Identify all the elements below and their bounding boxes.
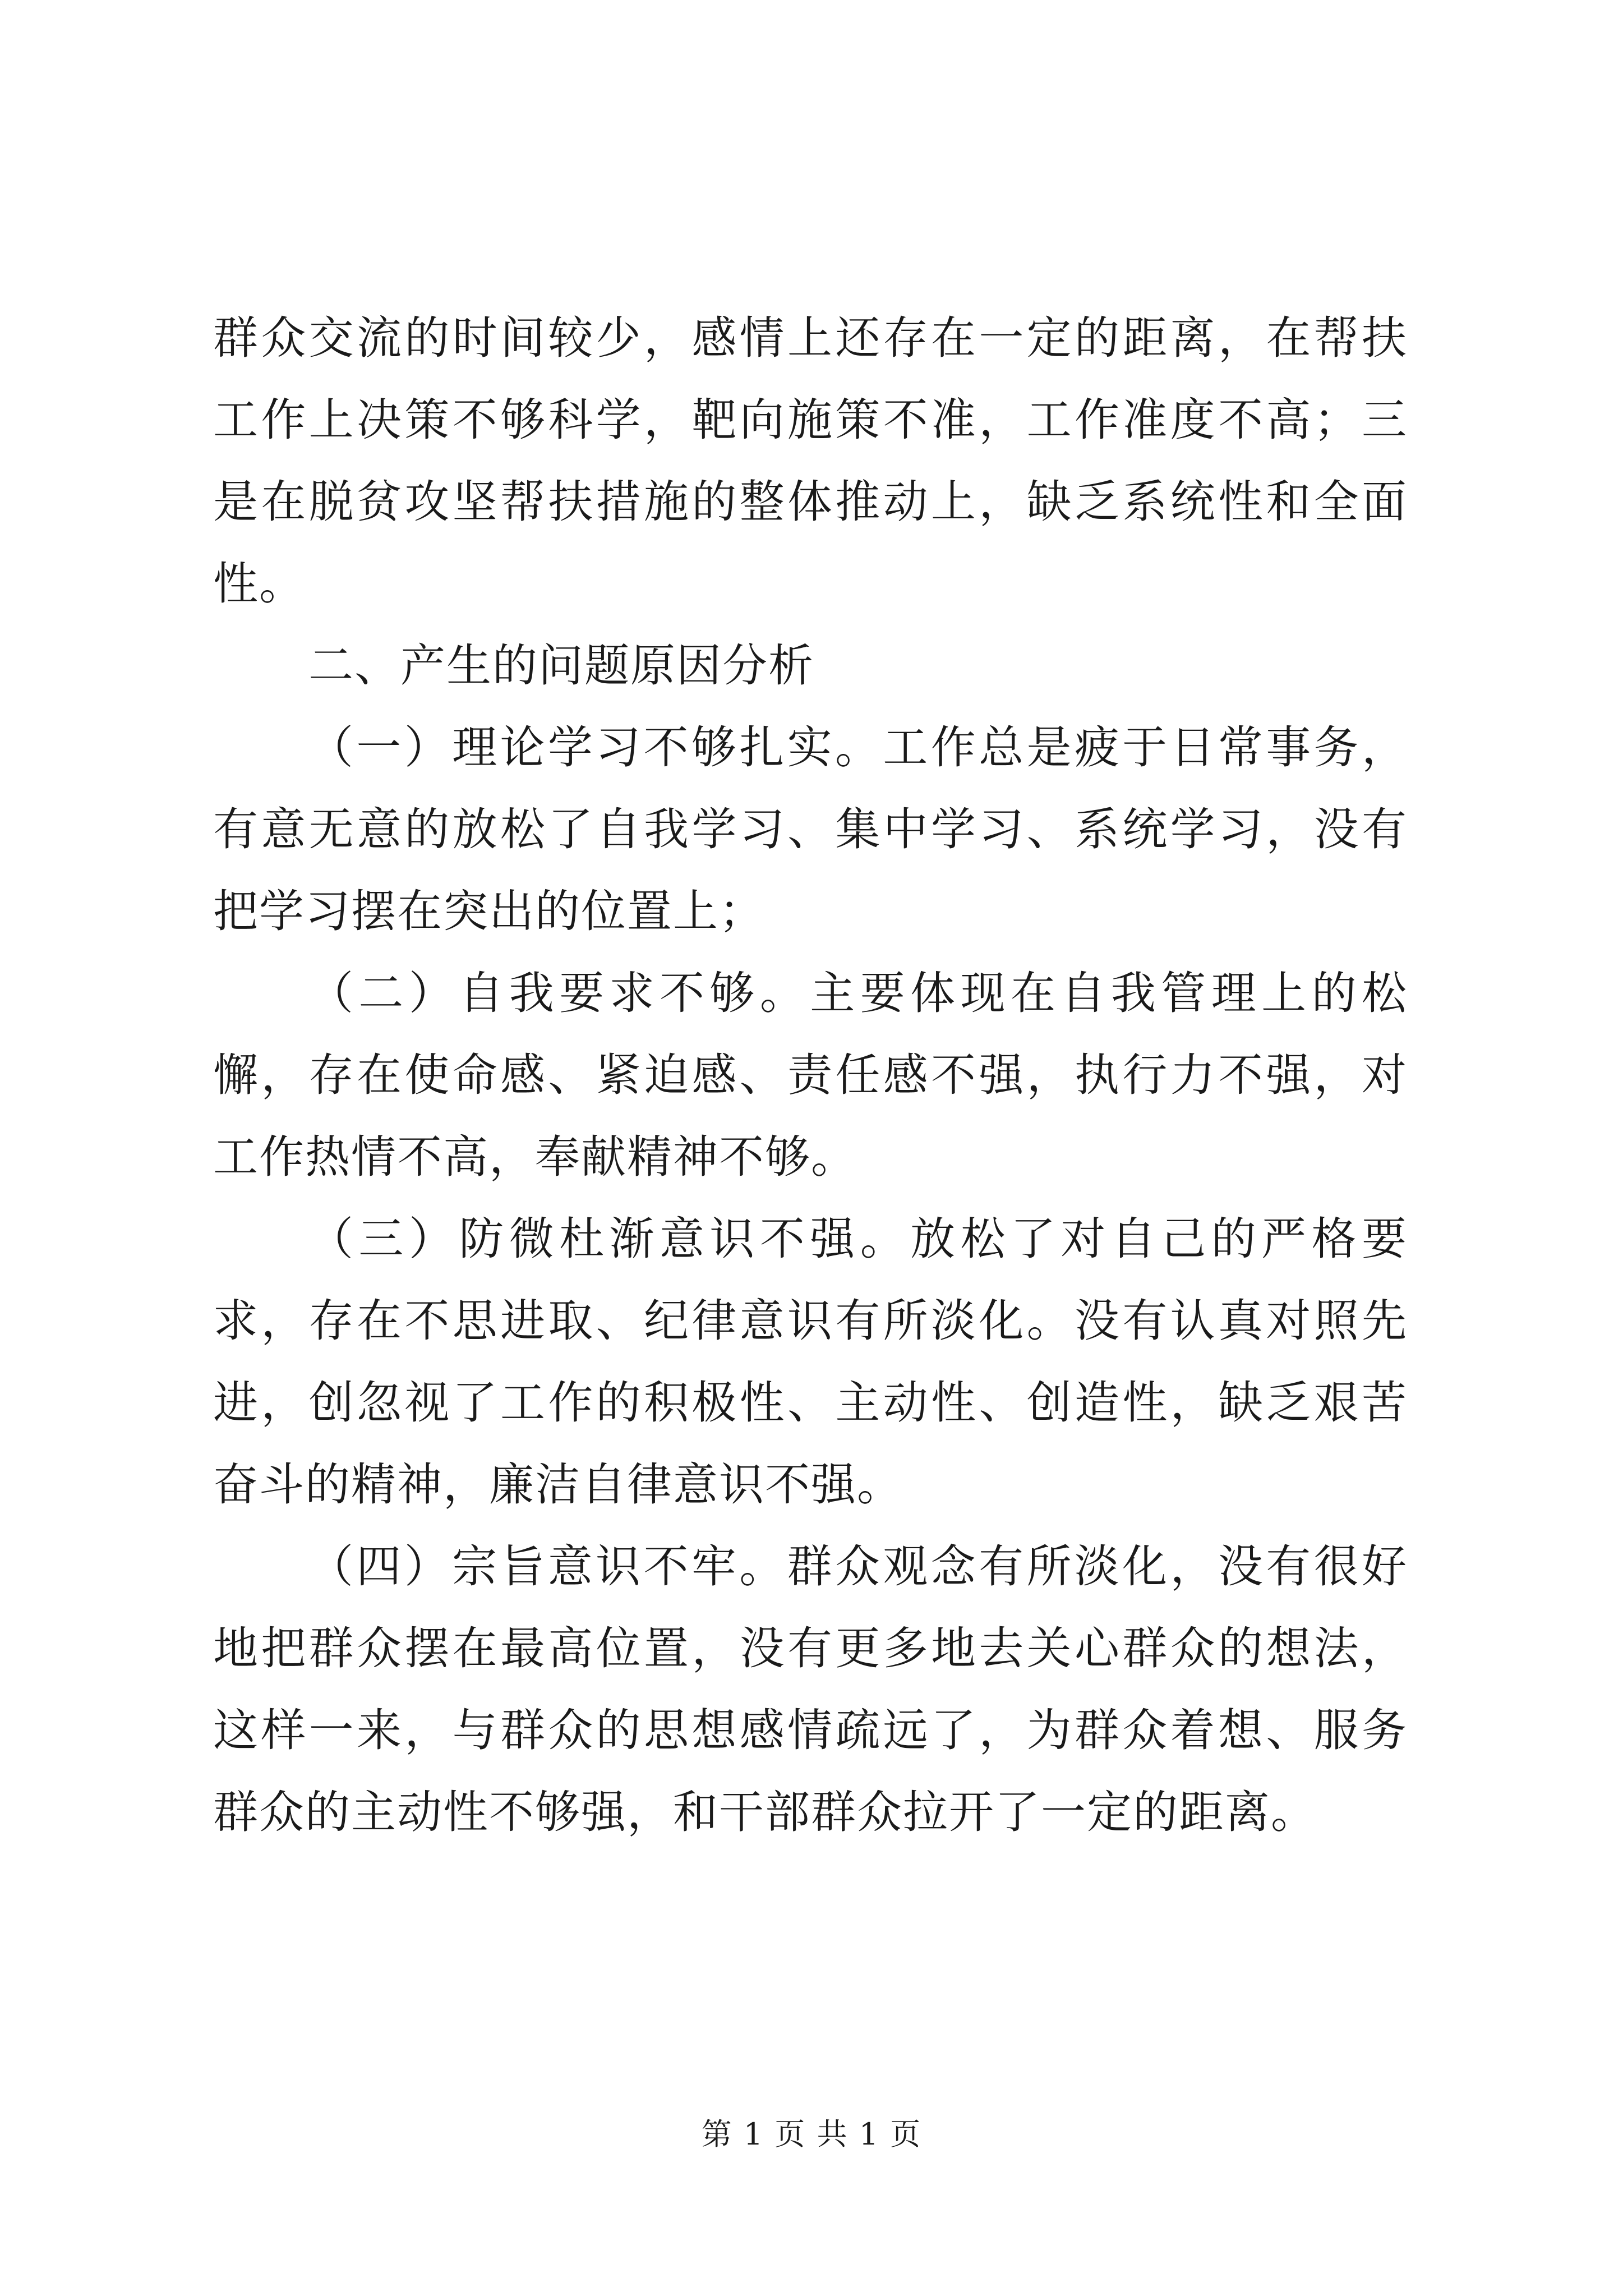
- paragraph-purpose-awareness: （四）宗旨意识不牢。群众观念有所淡化，没有很好地把群众摆在最高位置，没有更多地去关心群众的想法，这样一来，与群众的思想感情疏远了，为群众着想、服务群众的主动性不够强，和干部群众拉开了一定的距离。: [213, 1540, 1408, 1838]
- paragraph-theory-study: （一）理论学习不够扎实。工作总是疲于日常事务，有意无意的放松了自我学习、集中学习、系统学习，没有把学习摆在突出的位置上；: [213, 721, 1408, 937]
- paragraph-continuation: 群众交流的时间较少，感情上还存在一定的距离，在帮扶工作上决策不够科学，靶向施策不准，工作准度不高；三是在脱贫攻坚帮扶措施的整体推动上，缺乏系统性和全面性。: [213, 312, 1408, 610]
- section-heading: 二、产生的问题原因分析: [308, 639, 814, 692]
- paragraph-self-requirement: （二）自我要求不够。主要体现在自我管理上的松懈，存在使命感、紧迫感、责任感不强，执行力不强，对工作热情不高，奉献精神不够。: [213, 967, 1408, 1183]
- page-footer: 第 1 页 共 1 页: [701, 2116, 922, 2152]
- paragraph-prevention-awareness: （三）防微杜渐意识不强。放松了对自己的严格要求，存在不思进取、纪律意识有所淡化。没有认真对照先进，创忽视了工作的积极性、主动性、创造性，缺乏艰苦奋斗的精神，廉洁自律意识不强。: [213, 1213, 1408, 1511]
- document-body: [213, 297, 1408, 1853]
